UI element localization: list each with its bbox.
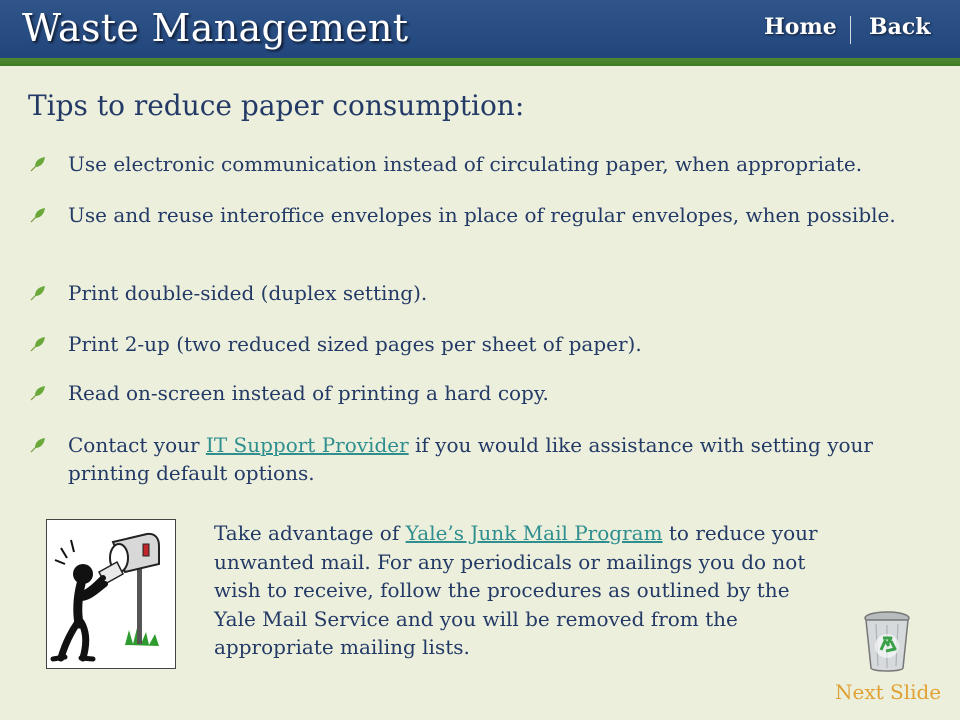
tip-text-prefix: Contact your: [68, 433, 206, 457]
junk-mail-clipart: [46, 519, 176, 669]
section-heading: Tips to reduce paper consumption:: [28, 89, 525, 122]
junk-text-prefix: Take advantage of: [214, 521, 406, 545]
leaf-bullet-icon: [30, 156, 46, 172]
tip-item: [30, 379, 918, 407]
junk-mail-program-link[interactable]: Yale’s Junk Mail Program: [405, 521, 663, 545]
tip-item: [30, 201, 918, 229]
page-title: Waste Management: [22, 6, 409, 50]
leaf-bullet-icon: [30, 285, 46, 301]
recycle-bin-icon[interactable]: [862, 610, 912, 674]
tip-text: Read on-screen instead of printing a hard copy.: [68, 381, 549, 405]
home-link[interactable]: Home: [764, 14, 837, 40]
leaf-bullet-icon: [30, 385, 46, 401]
tip-text: Print double-sided (duplex setting).: [68, 281, 428, 305]
person-mailbox-illustration: [47, 520, 175, 668]
back-link[interactable]: Back: [869, 14, 931, 40]
tip-text: Use electronic communication instead of circulating paper, when appropriate.: [68, 152, 863, 176]
next-slide-link[interactable]: Next Slide: [835, 680, 942, 704]
tip-text-suffix: if you would like assistance with setting your printing default options.: [68, 433, 873, 485]
tip-item: [30, 330, 918, 358]
junk-text-suffix: to reduce your unwanted mail. For any periodicals or mailings you do not wish to receive, follow the procedures as outlined by the Yale Mail Service and you will be removed from the appropriate mailing lists.: [214, 521, 818, 659]
header-accent-line: [0, 58, 960, 66]
nav-divider: [850, 16, 851, 44]
leaf-bullet-icon: [30, 336, 46, 352]
tip-item: [30, 150, 918, 178]
tip-item: [30, 279, 918, 307]
tip-text: Print 2-up (two reduced sized pages per sheet of paper).: [68, 332, 642, 356]
tip-text: Use and reuse interoffice envelopes in place of regular envelopes, when possible.: [68, 203, 896, 227]
leaf-bullet-icon: [30, 437, 46, 453]
leaf-bullet-icon: [30, 207, 46, 223]
it-support-link[interactable]: IT Support Provider: [205, 433, 409, 457]
tip-item: [30, 431, 918, 487]
junk-mail-paragraph: [214, 519, 824, 662]
